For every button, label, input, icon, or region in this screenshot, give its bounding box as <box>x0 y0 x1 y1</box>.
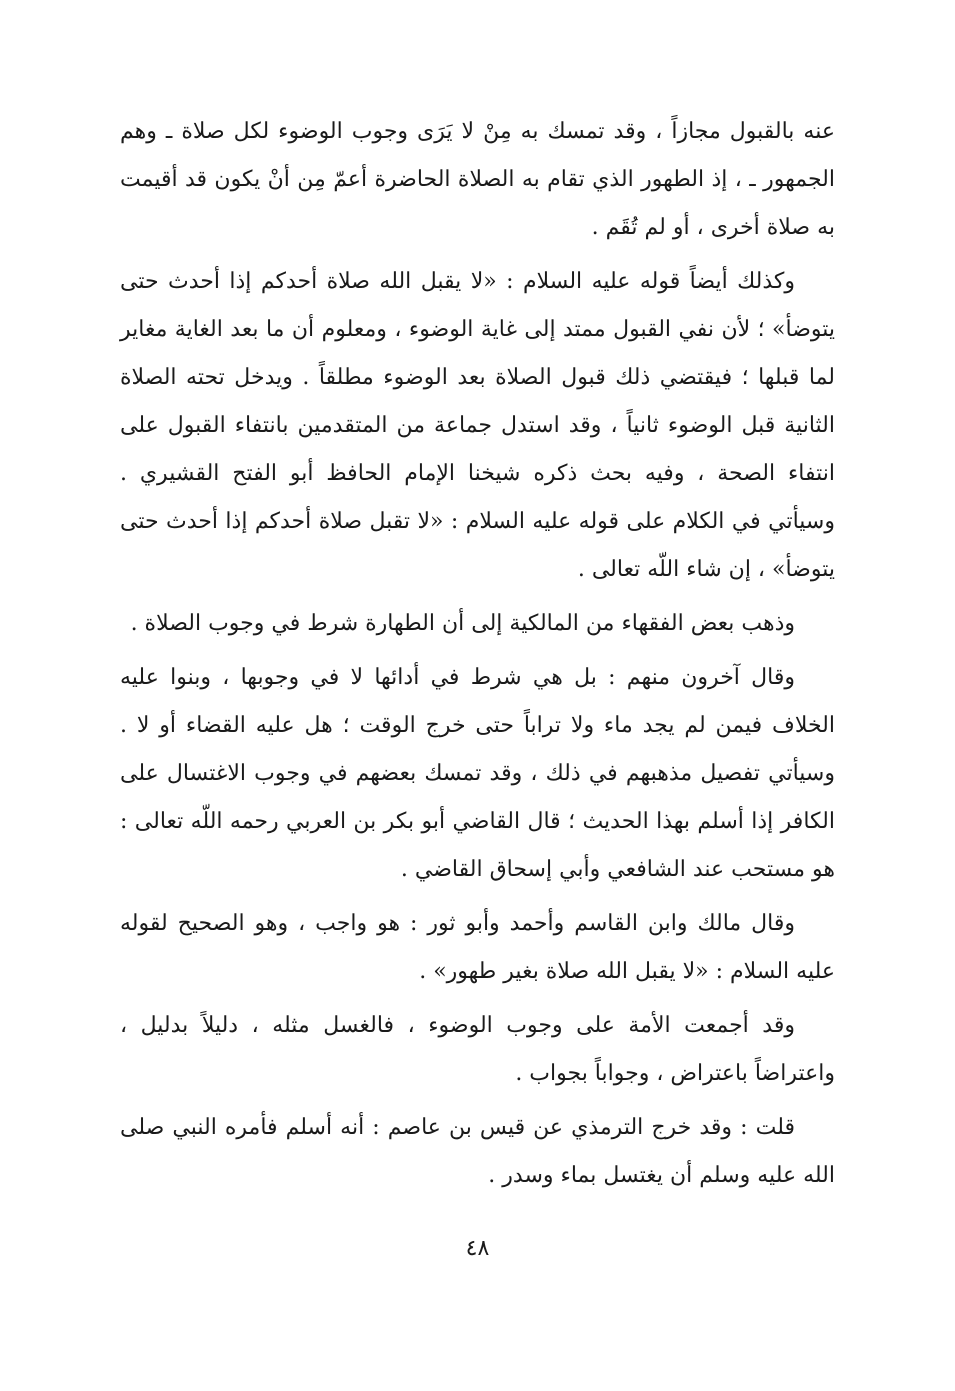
paragraph: وقال مالك وابن القاسم وأحمد وأبو ثور : هو واجب ، وهو الصحيح لقوله عليه السلام : «لا يقبل الله صلاة بغير طهور» . <box>120 911 835 984</box>
paragraph: وذهب بعض الفقهاء من المالكية إلى أن الطهارة شرط في وجوب الصلاة . <box>130 611 795 636</box>
page-number: ٤٨ <box>465 1236 490 1261</box>
paragraph-continuation: عنه بالقبول مجازاً ، وقد تمسك به مِنْ لا يَرَى وجوب الوضوء لكل صلاة ـ وهم الجمهور ـ ، إذ الطهور الذي تقام به الصلاة الحاضرة أعمّ مِن أنْ يكون قد أقيمت به صلاة أخرى ، أو لم تُقَم . <box>120 119 835 240</box>
paragraph: قلت : وقد خرج الترمذي عن قيس بن عاصم : أنه أسلم فأمره النبي صلى الله عليه وسلم أن يغتسل بماء وسدر . <box>120 1115 835 1188</box>
paragraph: وكذلك أيضاً قوله عليه السلام : «لا يقبل الله صلاة أحدكم إذا أحدث حتى يتوضأ» ؛ لأن نفي القبول ممتد إلى غاية الوضوء ، ومعلوم أن ما بعد الغاية مغاير لما قبلها ؛ فيقتضي ذلك قبول الصلاة بعد الوضوء مطلقاً . ويدخل تحته الصلاة الثانية قبل الوضوء ثانياً ، وقد استدل جماعة من المتقدمين بانتفاء القبول على انتفاء الصحة ، وفيه بحث ذكره شيخنا الإمام الحافظ أبو الفتح القشيري . وسيأتي في الكلام على قوله عليه السلام : «لا تقبل صلاة أحدكم إذا أحدث حتى يتوضأ» ، إن شاء اللّه تعالى . <box>120 269 836 582</box>
paragraph: وقد أجمعت الأمة على وجوب الوضوء ، فالغسل مثله ، دليلاً بدليل ، واعتراضاً باعتراض ، وجواباً بجواب . <box>120 1013 835 1086</box>
paragraph: وقال آخرون منهم : بل هي شرط في أدائها لا في وجوبها ، وبنوا عليه الخلاف فيمن لم يجد ماء ولا تراباً حتى خرج الوقت ؛ هل عليه القضاء أو لا . وسيأتي تفصيل مذهبهم في ذلك ، وقد تمسك بعضهم في وجوب الاغتسال على الكافر إذا أسلم بهذا الحديث ؛ قال القاضي أبو بكر بن العربي رحمه اللّه تعالى : هو مستحب عند الشافعي وأبي إسحاق القاضي . <box>120 665 835 882</box>
body-text <box>120 108 835 1200</box>
